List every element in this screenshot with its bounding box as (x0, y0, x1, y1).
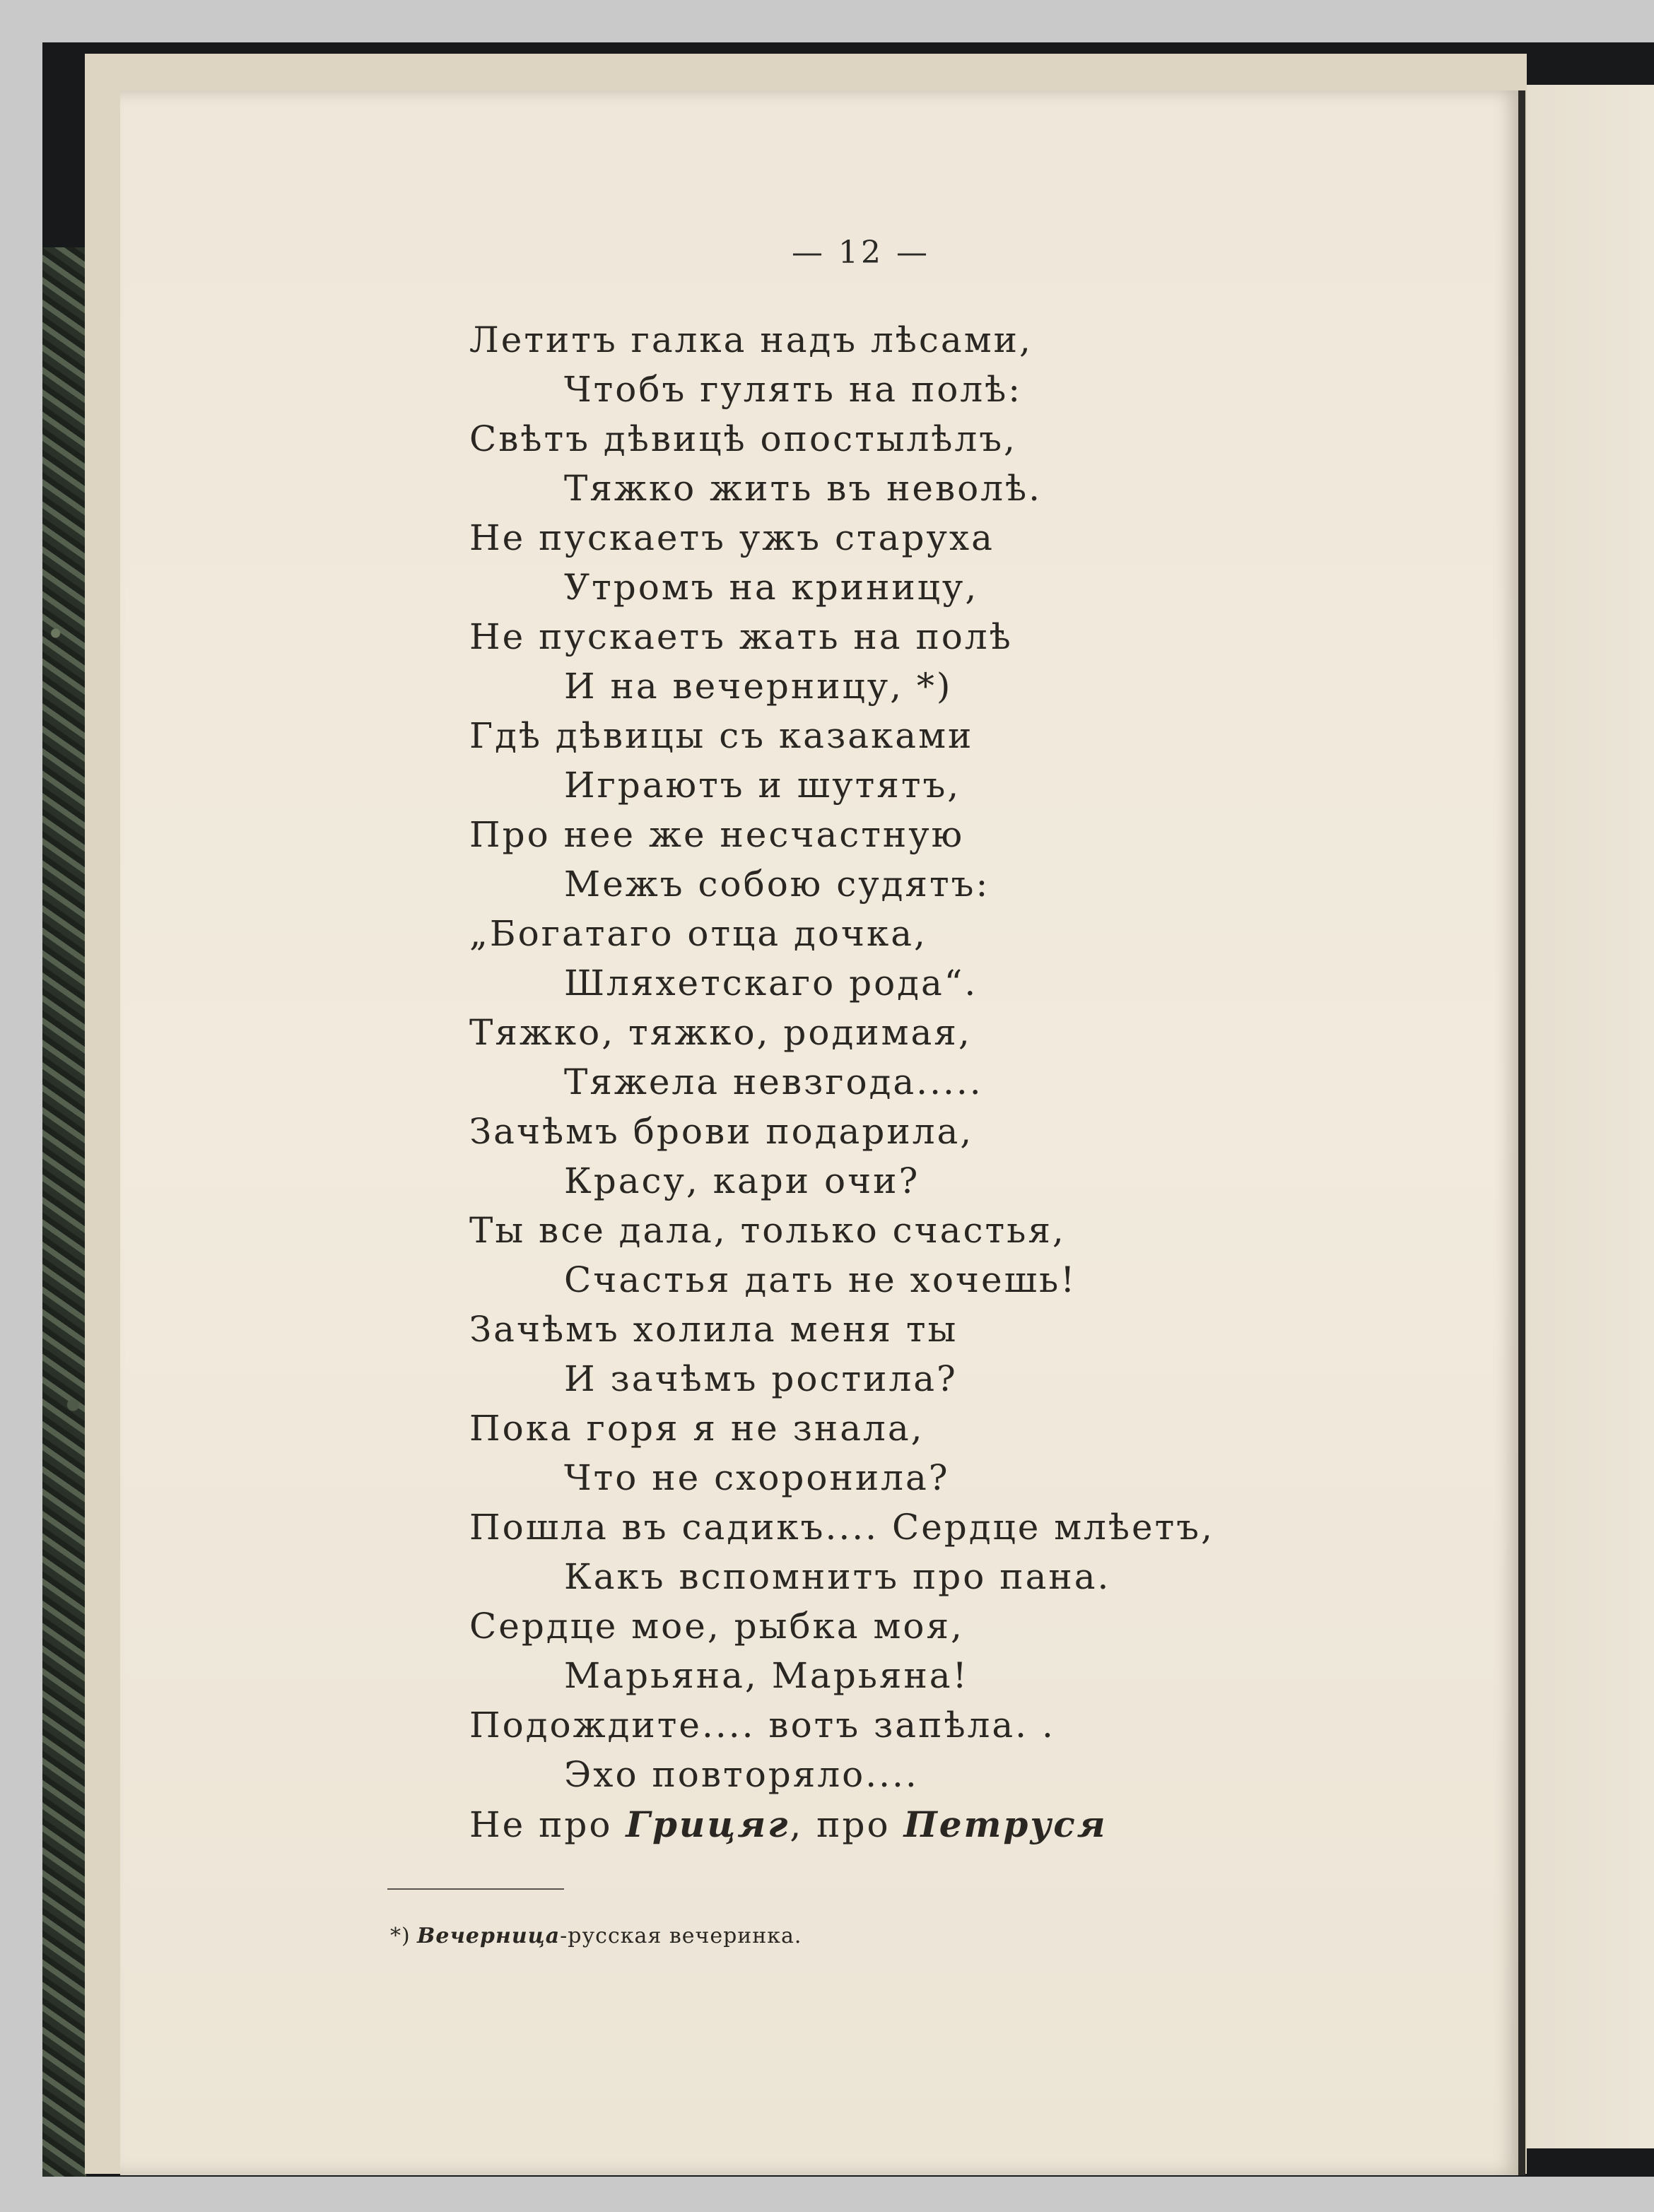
poem-line: Пока горя я не знала, (469, 1408, 925, 1449)
poem-line: Марьяна, Марьяна! (564, 1655, 969, 1696)
poem-line: Межъ собою судятъ: (564, 864, 990, 905)
footnote (390, 1924, 802, 1948)
poem-line: Сердце мое, рыбка моя, (469, 1606, 964, 1647)
footnote-text: -русская вечеринка. (560, 1924, 802, 1948)
footnote-term: Вечерница (417, 1924, 561, 1948)
poem-line: Про нее же несчастную (469, 814, 965, 855)
poem-line: Что не схоронила? (564, 1457, 950, 1498)
poem-line-text: , про (790, 1804, 904, 1845)
poem-line: Не пускаетъ жать на полѣ (469, 616, 1013, 657)
poem-line: Играютъ и шутятъ, (564, 765, 961, 806)
poem-line: Свѣтъ дѣвицѣ опостылѣлъ, (469, 418, 1017, 459)
name-petrusya: Петруся (903, 1804, 1108, 1845)
poem-line: Зачѣмъ холила меня ты (469, 1309, 958, 1350)
poem-line: Какъ вспомнитъ про пана. (564, 1556, 1111, 1597)
poem-line: Утромъ на криницу, (564, 567, 979, 608)
poem-line: Гдѣ дѣвицы съ казаками (469, 715, 974, 756)
poem-line: Тяжко жить въ неволѣ. (564, 468, 1043, 509)
poem-line: „Богатаго отца дочка, (469, 913, 927, 954)
page-number: — 12 — (792, 235, 930, 271)
poem-line: Подождите.... вотъ запѣла. . (469, 1705, 1055, 1746)
poem-line-text: Не про (469, 1804, 626, 1845)
poem-line: Красу, кари очи? (564, 1160, 920, 1201)
poem-line: Летитъ галка надъ лѣсами, (469, 319, 1033, 360)
poem-line: Тяжела невзгода..... (564, 1061, 983, 1102)
footnote-marker: *) (390, 1924, 411, 1948)
poem-line: Ты все дала, только счастья, (469, 1210, 1066, 1251)
poem-line: Эхо повторяло.... (564, 1754, 919, 1795)
poem-line: Зачѣмъ брови подарила, (469, 1111, 974, 1152)
poem-line: И на вечерницу, *) (564, 666, 953, 707)
poem-line: Тяжко, тяжко, родимая, (469, 1012, 972, 1053)
poem-line: Счастья дать не хочешь! (564, 1259, 1077, 1300)
name-gritsya: Грицяг (626, 1804, 790, 1845)
poem-line: Чтобъ гулять на полѣ: (564, 369, 1023, 410)
poem-line-last (469, 1804, 1108, 1845)
footnote-divider (387, 1888, 564, 1890)
poem-line: И зачѣмъ ростила? (564, 1358, 958, 1399)
poem-line: Шляхетскаго рода“. (564, 963, 978, 1004)
poem-line: Пошла въ садикъ.... Сердце млѣетъ, (469, 1507, 1215, 1548)
poem-line: Не пускаетъ ужъ старуха (469, 517, 995, 558)
